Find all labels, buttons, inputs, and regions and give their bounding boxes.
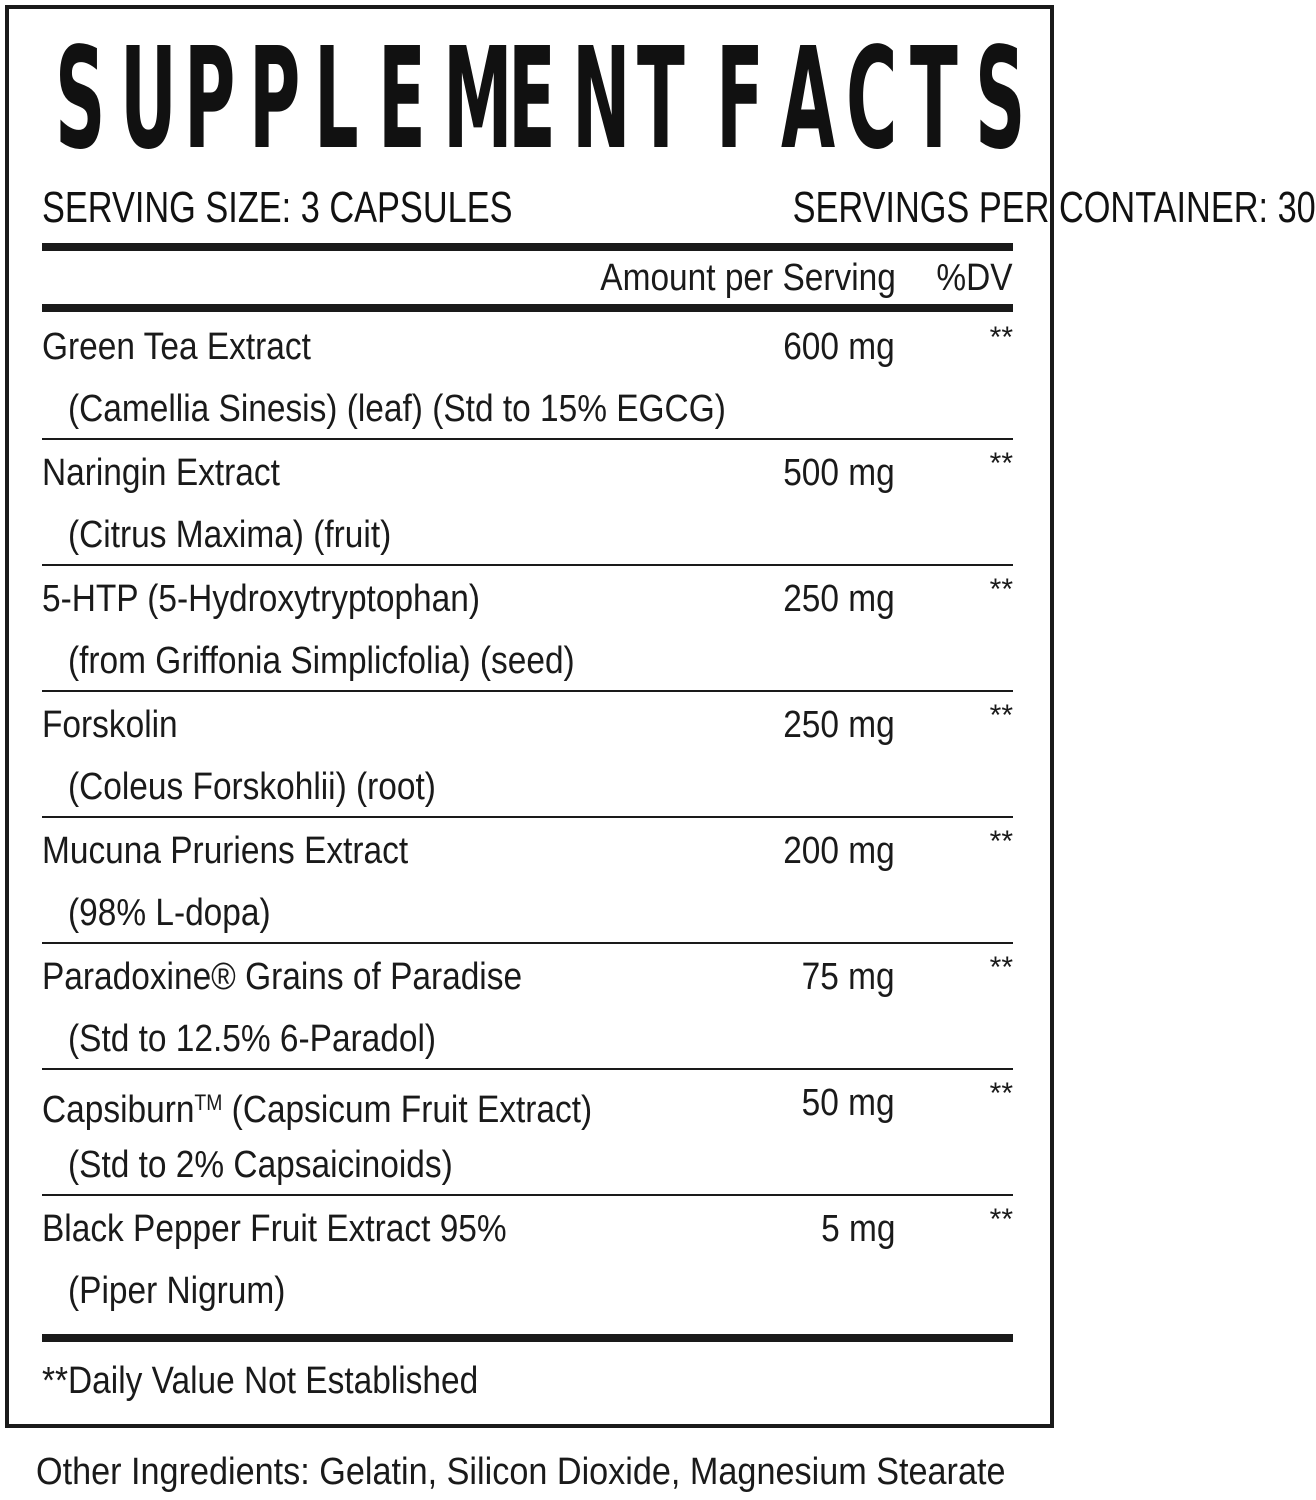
- ingredient-amount: 5 mg: [820, 1208, 895, 1250]
- ingredient-detail: (Coleus Forskohlii) (root): [68, 766, 436, 808]
- title-letter: A: [780, 18, 836, 181]
- ingredient-name-with-mark: [42, 1080, 592, 1133]
- trademark-mark: TM: [194, 1090, 223, 1115]
- ingredient-dv: **: [989, 1077, 1013, 1110]
- ingredient-detail: (Camellia Sinesis) (leaf) (Std to 15% EGCG): [68, 388, 726, 430]
- ingredient-amount: 250 mg: [783, 704, 895, 746]
- ingredient-table: [42, 314, 1013, 1322]
- footnote: **Daily Value Not Established: [42, 1360, 479, 1402]
- title-letter: P: [248, 18, 301, 181]
- ingredient-name: Mucuna Pruriens Extract: [42, 830, 409, 872]
- ingredient-row: [42, 440, 1013, 566]
- title-letter: T: [636, 18, 685, 181]
- ingredient-name: Forskolin: [42, 704, 178, 746]
- ingredient-name: 5-HTP (5-Hydroxytryptophan): [42, 578, 480, 620]
- ingredient-detail: (98% L-dopa): [68, 892, 271, 934]
- amount-per-serving-header: Amount per Serving: [600, 256, 896, 299]
- daily-value-header: %DV: [936, 256, 1013, 299]
- ingredient-row: [42, 944, 1013, 1070]
- ingredient-dv: **: [989, 825, 1013, 858]
- ingredient-amount: 500 mg: [783, 452, 895, 494]
- serving-info: [42, 178, 1316, 238]
- ingredient-amount: 50 mg: [802, 1082, 895, 1124]
- ingredient-name: Paradoxine® Grains of Paradise: [42, 956, 523, 998]
- ingredient-dv: **: [989, 321, 1013, 354]
- serving-size: SERVING SIZE: 3 CAPSULES: [42, 183, 513, 232]
- ingredient-row: [42, 566, 1013, 692]
- ingredient-name: Black Pepper Fruit Extract 95%: [42, 1208, 507, 1250]
- ingredient-dv: **: [989, 951, 1013, 984]
- ingredient-amount: 75 mg: [802, 956, 895, 998]
- ingredient-row: [42, 314, 1013, 440]
- title-letter: S: [974, 18, 1026, 181]
- title-space: [689, 30, 694, 170]
- ingredient-name: Capsiburn: [42, 1089, 195, 1131]
- title-letter: E: [507, 18, 556, 181]
- title-letter: M: [442, 18, 513, 181]
- title-letter: T: [910, 18, 958, 181]
- ingredient-row: [42, 1070, 1013, 1196]
- other-ingredients: Other Ingredients: Gelatin, Silicon Dioxide, Magnesium Stearate: [36, 1451, 1006, 1493]
- ingredient-detail: (Piper Nigrum): [68, 1270, 286, 1312]
- ingredient-name: Green Tea Extract: [42, 326, 311, 368]
- ingredient-dv: **: [989, 1203, 1013, 1236]
- divider-thick-top: [42, 243, 1013, 251]
- title-letter: S: [55, 18, 106, 181]
- ingredient-dv: **: [989, 573, 1013, 606]
- ingredient-detail: (Std to 2% Capsaicinoids): [68, 1144, 453, 1186]
- title-letter: L: [313, 18, 359, 181]
- ingredient-amount: 200 mg: [783, 830, 895, 872]
- ingredient-dv: **: [989, 447, 1013, 480]
- ingredient-detail: (Std to 12.5% 6-Paradol): [68, 1018, 437, 1060]
- ingredient-detail: (from Griffonia Simplicfolia) (seed): [68, 640, 575, 682]
- ingredient-amount: 250 mg: [783, 578, 895, 620]
- ingredient-row: [42, 818, 1013, 944]
- ingredient-row: [42, 692, 1013, 818]
- ingredient-detail: (Citrus Maxima) (fruit): [68, 514, 392, 556]
- title-letter: E: [378, 18, 427, 181]
- servings-per-container: SERVINGS PER CONTAINER: 30: [792, 183, 1316, 232]
- title-letter: C: [845, 18, 897, 181]
- ingredient-dv: **: [989, 699, 1013, 732]
- title-letter: P: [184, 18, 236, 181]
- panel-title: [40, 18, 1026, 181]
- ingredient-name-rest: (Capsicum Fruit Extract): [222, 1089, 593, 1131]
- title-letter: N: [572, 18, 631, 181]
- title-letter: U: [119, 18, 177, 181]
- ingredient-amount: 600 mg: [783, 326, 895, 368]
- divider-thick-bottom: [42, 1334, 1013, 1342]
- divider-thick-header: [42, 304, 1013, 312]
- ingredient-row: [42, 1196, 1013, 1322]
- ingredient-name: Naringin Extract: [42, 452, 280, 494]
- title-letter: F: [716, 18, 765, 181]
